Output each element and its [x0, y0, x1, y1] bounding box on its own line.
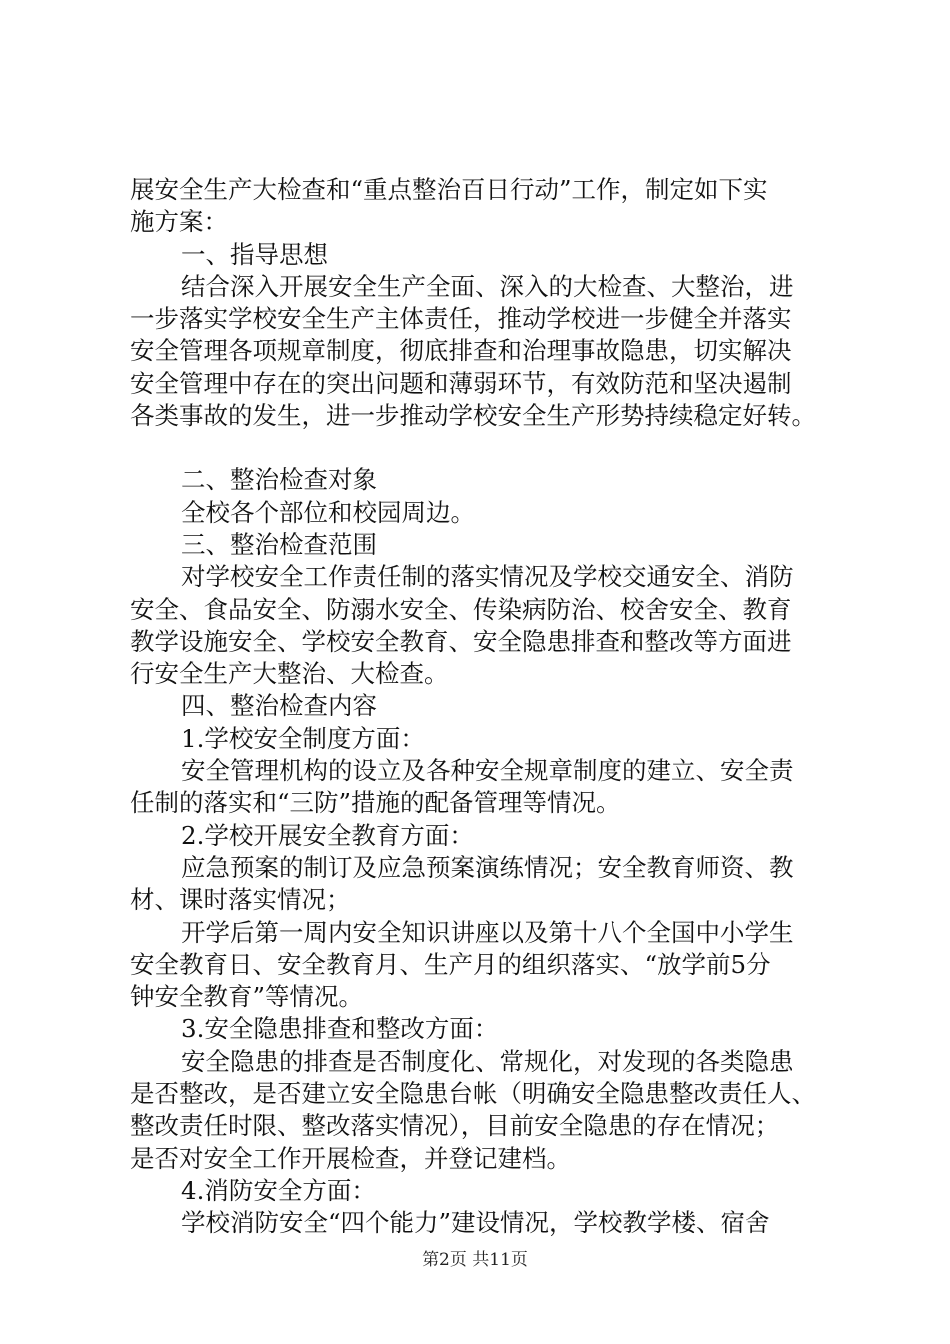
text-line: 展安全生产大检查和“重点整治百日行动”工作，制定如下实 [130, 175, 768, 204]
text-line: 任制的落实和“三防”措施的配备管理等情况。 [130, 788, 621, 818]
text-line: 2.学校开展安全教育方面： [181, 820, 474, 850]
text-line: 是否对安全工作开展检查，并登记建档。 [130, 1143, 571, 1173]
text-line: 各类事故的发生，进一步推动学校安全生产形势持续稳定好转。 [130, 401, 816, 431]
text-line: 整改责任时限、整改落实情况），目前安全隐患的存在情况； [130, 1111, 780, 1141]
text-line: 安全管理各项规章制度，彻底排查和治理事故隐患，切实解决 [130, 336, 792, 366]
text-line: 全校各个部位和校园周边。 [181, 497, 475, 527]
text-line: 行安全生产大整治、大检查。 [130, 659, 449, 689]
text-line: 结合深入开展安全生产全面、深入的大检查、大整治，进 [181, 271, 794, 301]
section-heading: 四、整治检查内容 [181, 691, 377, 721]
text-line: 安全教育日、安全教育月、生产月的组织落实、“放学前5分 [130, 949, 771, 979]
section-heading: 三、整治检查范围 [181, 529, 377, 559]
text-line: 安全隐患的排查是否制度化、常规化，对发现的各类隐患 [181, 1046, 794, 1076]
section-heading: 一、指导思想 [181, 239, 328, 269]
text-line: 应急预案的制订及应急预案演练情况；安全教育师资、教 [181, 852, 794, 882]
text-line: 是否整改，是否建立安全隐患台帐（明确安全隐患整改责任人、 [130, 1079, 816, 1109]
text-line: 学校消防安全“四个能力”建设情况，学校教学楼、宿舍 [181, 1208, 770, 1238]
text-line: 一步落实学校安全生产主体责任，推动学校进一步健全并落实 [130, 304, 792, 334]
text-line: 材、课时落实情况； [130, 885, 351, 915]
text-line: 教学设施安全、学校安全教育、安全隐患排查和整改等方面进 [130, 626, 792, 656]
text-line: 对学校安全工作责任制的落实情况及学校交通安全、消防 [181, 562, 794, 592]
section-heading: 二、整治检查对象 [181, 465, 377, 495]
text-line: 安全管理机构的设立及各种安全规章制度的建立、安全责 [181, 756, 794, 786]
text-line: 3.安全隐患排查和整改方面： [181, 1014, 499, 1044]
text-line: 安全管理中存在的突出问题和薄弱环节，有效防范和坚决遏制 [130, 368, 792, 398]
text-line: 4.消防安全方面： [181, 1175, 376, 1205]
document-body [130, 174, 845, 1240]
text-line: 开学后第一周内安全知识讲座以及第十八个全国中小学生 [181, 917, 794, 947]
text-line: 钟安全教育”等情况。 [130, 982, 364, 1012]
text-line: 安全、食品安全、防溺水安全、传染病防治、校舍安全、教育 [130, 594, 792, 624]
page-number-footer: 第2页 共11页 [422, 1250, 528, 1270]
text-line: 1.学校安全制度方面： [181, 723, 425, 753]
text-line: 施方案： [130, 207, 228, 237]
